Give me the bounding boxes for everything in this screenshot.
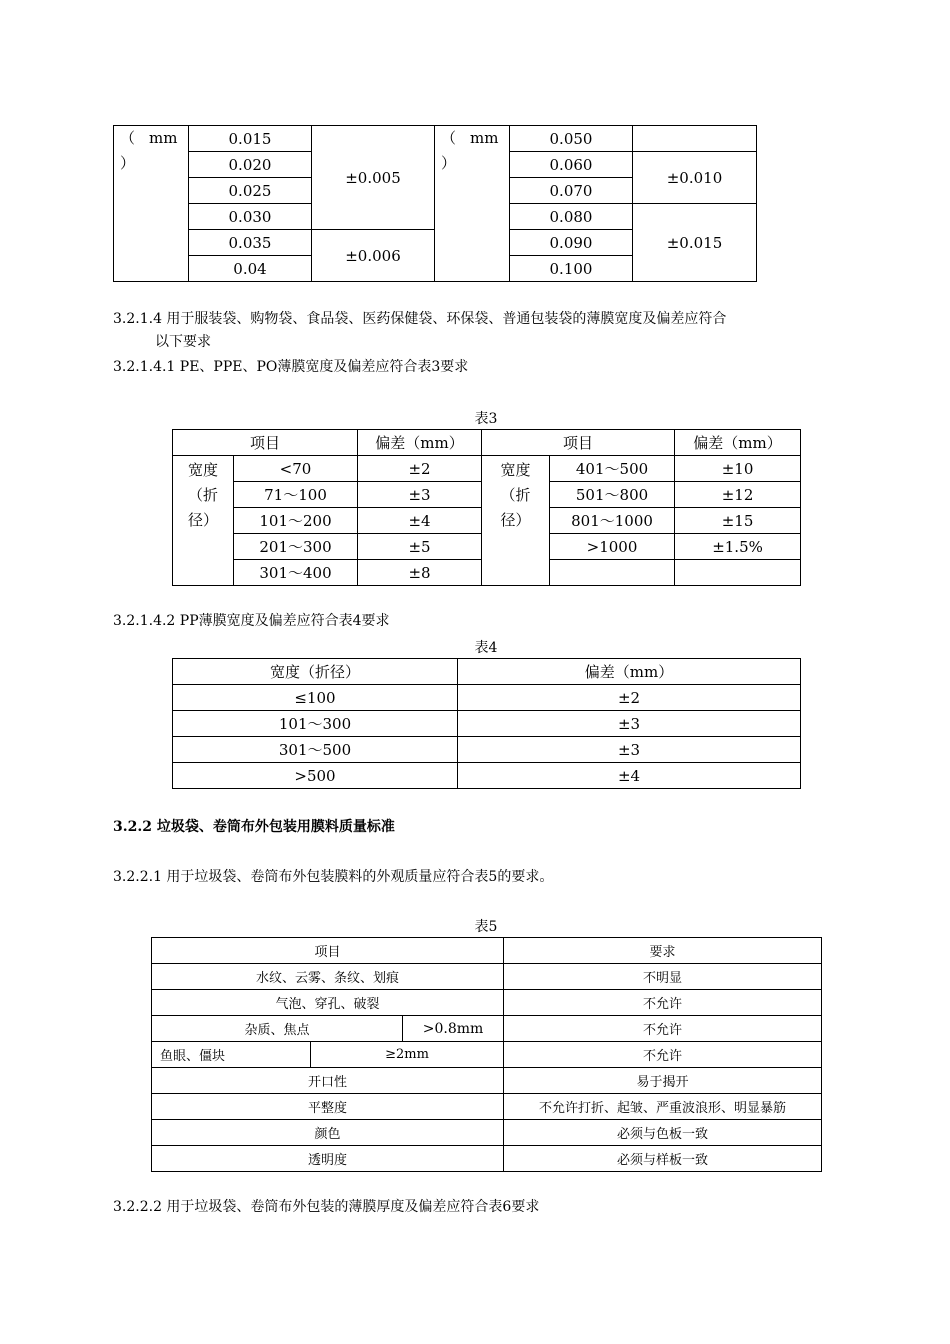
width-range: 201～300 (234, 534, 358, 560)
width-range: ≤100 (173, 685, 458, 711)
thickness-value: 0.060 (510, 152, 633, 178)
table3 (172, 429, 801, 586)
width-range: 101～300 (173, 711, 458, 737)
property-item: 平整度 (152, 1094, 504, 1120)
empty-cell (675, 560, 801, 586)
width-range: 801～1000 (550, 508, 675, 534)
clause-3214-line2: 以下要求 (155, 334, 211, 350)
thickness-value: 0.100 (510, 256, 633, 282)
thickness-value: 0.050 (510, 126, 633, 152)
table4-header-width: 宽度（折径） (173, 659, 458, 685)
thickness-value: 0.015 (189, 126, 312, 152)
thickness-value: 0.070 (510, 178, 633, 204)
tolerance-cell: ±0.015 (633, 204, 757, 282)
width-deviation: ±10 (675, 456, 801, 482)
requirement: 必须与色板一致 (504, 1120, 822, 1146)
width-label: 宽度 （折 径） (173, 456, 234, 586)
defect-item: 鱼眼、僵块 (152, 1042, 311, 1068)
width-deviation: ±8 (358, 560, 482, 586)
table5-caption: 表5 (474, 919, 498, 935)
width-range: >1000 (550, 534, 675, 560)
table5-header-requirement: 要求 (504, 938, 822, 964)
clause-32141: 3.2.1.4.1 PE、PPE、PO薄膜宽度及偏差应符合表3要求 (113, 359, 469, 375)
thickness-value: 0.04 (189, 256, 312, 282)
thickness-value: 0.030 (189, 204, 312, 230)
section-heading-322: 3.2.2 垃圾袋、卷筒布外包装用膜料质量标准 (113, 819, 395, 835)
requirement: 不允许 (504, 1042, 822, 1068)
unit-cell-left: （ mm ） (114, 126, 189, 282)
width-deviation: ±3 (358, 482, 482, 508)
defect-item: 气泡、穿孔、破裂 (152, 990, 504, 1016)
tolerance-cell: ±0.006 (312, 230, 435, 282)
width-range: 401～500 (550, 456, 675, 482)
width-range: 101～200 (234, 508, 358, 534)
table3-header-item: 项目 (482, 430, 675, 456)
width-range: >500 (173, 763, 458, 789)
empty-cell (633, 126, 757, 152)
table5-header-item: 项目 (152, 938, 504, 964)
width-deviation: ±4 (358, 508, 482, 534)
width-deviation: ±2 (358, 456, 482, 482)
unit-cell-right: （ mm ） (435, 126, 510, 282)
clause-3214-line1: 3.2.1.4 用于服装袋、购物袋、食品袋、医药保健袋、环保袋、普通包装袋的薄膜宽度及偏差应符合 (113, 311, 727, 327)
tolerance-cell: ±0.010 (633, 152, 757, 204)
width-range: <70 (234, 456, 358, 482)
table3-header-deviation: 偏差（mm） (358, 430, 482, 456)
table5 (151, 937, 822, 1172)
clause-3222: 3.2.2.2 用于垃圾袋、卷筒布外包装的薄膜厚度及偏差应符合表6要求 (113, 1199, 540, 1215)
thickness-value: 0.025 (189, 178, 312, 204)
property-item: 颜色 (152, 1120, 504, 1146)
thickness-value: 0.020 (189, 152, 312, 178)
table3-caption: 表3 (474, 411, 498, 427)
table4-header-deviation: 偏差（mm） (458, 659, 801, 685)
requirement: 不允许打折、起皱、严重波浪形、明显暴筋 (504, 1094, 822, 1120)
width-deviation: ±2 (458, 685, 801, 711)
width-deviation: ±3 (458, 711, 801, 737)
width-label: 宽度 （折 径） (482, 456, 550, 586)
width-deviation: ±15 (675, 508, 801, 534)
width-deviation: ±4 (458, 763, 801, 789)
empty-cell (550, 560, 675, 586)
thickness-value: 0.080 (510, 204, 633, 230)
table4 (172, 658, 801, 789)
requirement: 易于揭开 (504, 1068, 822, 1094)
width-deviation: ±12 (675, 482, 801, 508)
tolerance-cell: ±0.005 (312, 126, 435, 230)
defect-size: ≥2mm (311, 1042, 504, 1068)
width-range: 501～800 (550, 482, 675, 508)
width-range: 71～100 (234, 482, 358, 508)
defect-size: >0.8mm (403, 1016, 504, 1042)
width-deviation: ±3 (458, 737, 801, 763)
defect-item: 水纹、云雾、条纹、划痕 (152, 964, 504, 990)
width-deviation: ±1.5% (675, 534, 801, 560)
property-item: 开口性 (152, 1068, 504, 1094)
width-deviation: ±5 (358, 534, 482, 560)
thickness-value: 0.090 (510, 230, 633, 256)
requirement: 不允许 (504, 990, 822, 1016)
requirement: 不明显 (504, 964, 822, 990)
requirement: 不允许 (504, 1016, 822, 1042)
width-range: 301～500 (173, 737, 458, 763)
width-range: 301～400 (234, 560, 358, 586)
thickness-tolerance-table (113, 125, 757, 282)
requirement: 必须与样板一致 (504, 1146, 822, 1172)
property-item: 透明度 (152, 1146, 504, 1172)
table3-header-item: 项目 (173, 430, 358, 456)
table3-header-deviation: 偏差（mm） (675, 430, 801, 456)
clause-32142: 3.2.1.4.2 PP薄膜宽度及偏差应符合表4要求 (113, 613, 390, 629)
defect-item: 杂质、焦点 (152, 1016, 403, 1042)
clause-3221: 3.2.2.1 用于垃圾袋、卷筒布外包装膜料的外观质量应符合表5的要求。 (113, 869, 554, 885)
thickness-value: 0.035 (189, 230, 312, 256)
table4-caption: 表4 (474, 640, 498, 656)
